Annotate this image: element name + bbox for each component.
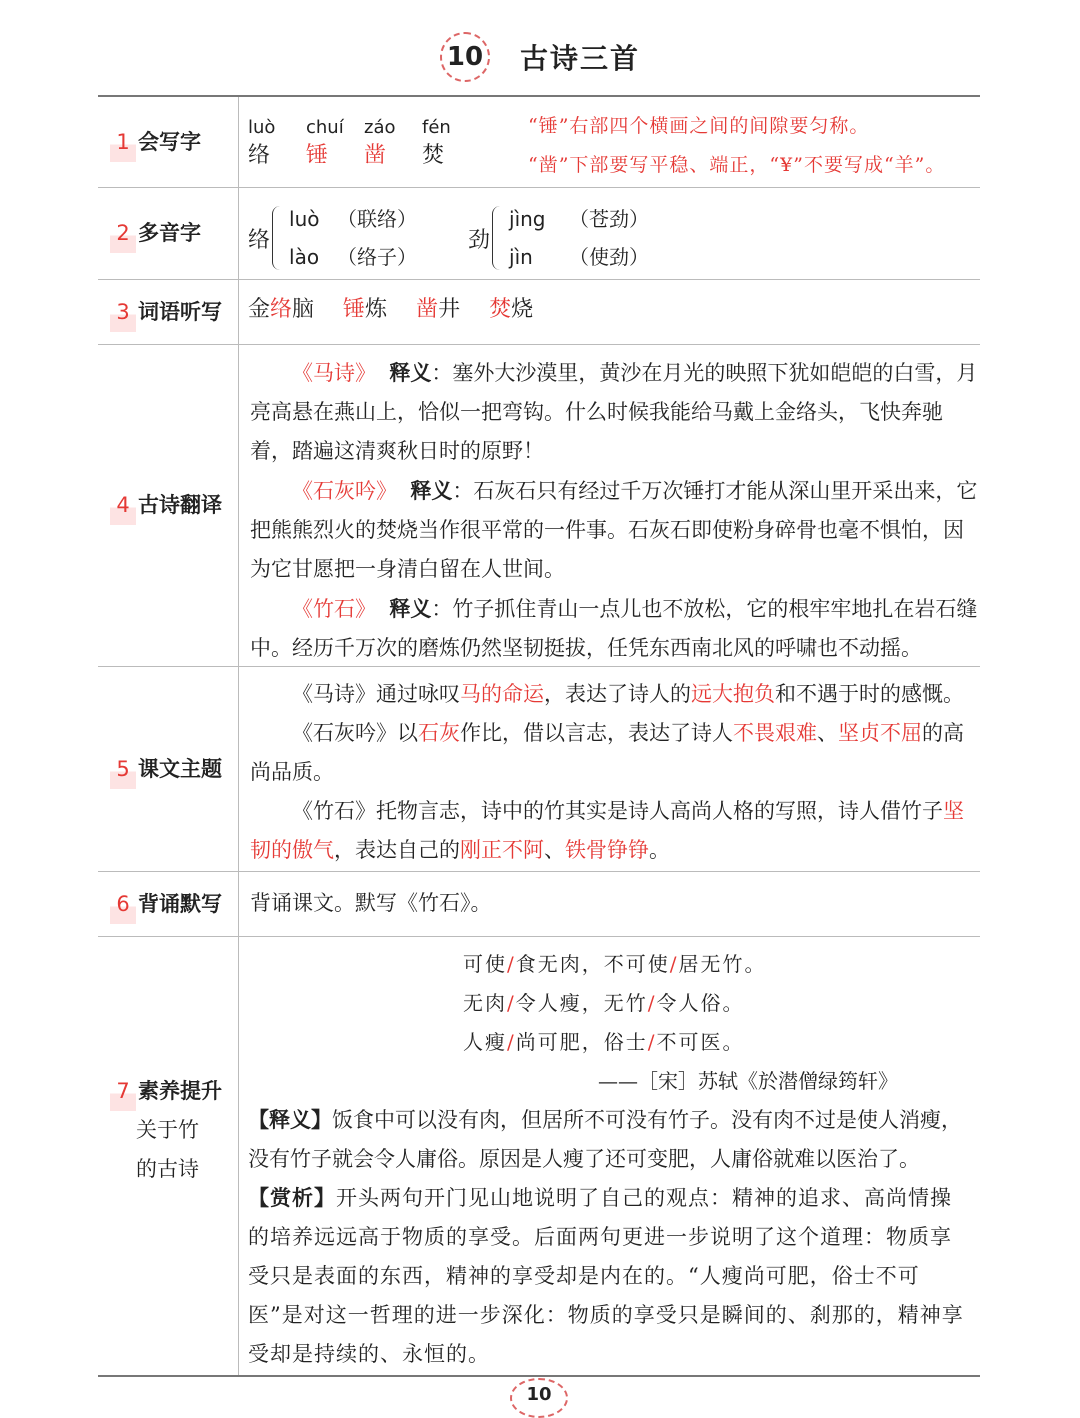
poly-char: 络: [248, 227, 271, 253]
translation-paragraph: 《马诗》 释义：塞外大沙漠里，黄沙在月光的映照下犹如皑皑的白雪，月亮高悬在燕山上，恰似一把弯钩。什么时候我能给马戴上金络头，飞快奔驰着，踏遍这清爽秋日时的原野！: [250, 360, 978, 463]
translation-paragraph: 《石灰吟》 释义：石灰石只有经过千万次锤打才能从深山里开采出来，它把熊熊烈火的焚烧当作很平常的一件事。石灰石即使粉身碎骨也毫不惧怕，因为它甘愿把一身清白留在人世间。: [250, 478, 978, 581]
row-number: 1: [110, 123, 136, 162]
writing-notes: [528, 107, 945, 185]
poem-explanation: [248, 1101, 970, 1374]
row-label: 素养提升: [138, 1078, 222, 1103]
poem-line: 人瘦/尚可肥，俗士/不可医。: [463, 1030, 745, 1054]
reading-word: （使劲）: [569, 245, 650, 269]
write-chars-block: [248, 115, 480, 171]
poem: [463, 945, 767, 1062]
poem-source: ——［宋］苏轼《於潜僧绿筠轩》: [598, 1069, 898, 1093]
row-label: 古诗翻译: [138, 493, 222, 517]
theme-paragraph: 《石灰吟》以石灰作比，借以言志，表达了诗人不畏艰难、坚贞不屈的高尚品质。: [250, 721, 964, 784]
row-dictation: [98, 280, 980, 345]
row-label: 会写字: [138, 129, 201, 154]
pinyin: záo: [364, 117, 396, 138]
pinyin: luò: [248, 117, 276, 138]
page-number: 10: [510, 1378, 568, 1418]
brace: [272, 206, 283, 270]
reading-pinyin: lào: [289, 245, 320, 269]
poem-appreciation: 【赏析】开头两句开门见山地说明了自己的观点：精神的追求、高尚情操的培养远远高于物质的享受。后面两句更进一步说明了这个道理：物质享受只是表面的东西，精神的享受却是内在的。“人瘦尚可肥，俗士不可医”是对这一哲理的进一步深化：物质的享受只是瞬间的、刹那的，精神享受却是持续的、永恒的。: [248, 1186, 964, 1366]
polyphone-item: [248, 200, 417, 276]
row-label: 多音字: [138, 221, 201, 245]
row-number: 6: [110, 885, 136, 924]
word: 焚烧: [489, 297, 534, 322]
char: 焚: [422, 143, 445, 168]
row-polyphone: [98, 188, 980, 280]
row-number: 3: [110, 293, 136, 332]
row-sublabel: 关于竹: [136, 1117, 199, 1142]
pinyin: chuí: [306, 117, 344, 138]
char: 络: [248, 143, 271, 168]
reading-pinyin: jìng: [509, 207, 546, 231]
study-table: [98, 95, 980, 1377]
reading-word: （苍劲）: [569, 207, 650, 231]
lesson-title: 古诗三首: [519, 42, 640, 75]
row-translation: [98, 345, 980, 667]
theme-content: [239, 667, 980, 871]
reading-word: （络子）: [337, 245, 418, 269]
row-extension: [98, 937, 980, 1375]
reading-pinyin: luò: [289, 207, 320, 231]
note: “锤”右部四个横画之间的间隙要匀称。: [528, 115, 870, 137]
polyphone-item: [468, 200, 649, 276]
word: 凿井: [416, 297, 461, 322]
word: 金络脑: [248, 297, 315, 322]
row-recite: [98, 872, 980, 937]
row-label: 背诵默写: [138, 891, 222, 916]
row-number: 5: [110, 750, 136, 789]
row-sublabel: 的古诗: [136, 1156, 199, 1181]
theme-paragraph: 《竹石》托物言志，诗中的竹其实是诗人高尚人格的写照，诗人借竹子坚韧的傲气，表达自己的刚正不阿、铁骨铮铮。: [250, 799, 964, 862]
row-label: 词语听写: [138, 299, 222, 324]
poem-line: 无肉/令人瘦，无竹/令人俗。: [463, 991, 745, 1015]
pinyin: fén: [422, 117, 451, 138]
dictation-words: [248, 292, 555, 323]
row-label: 课文主题: [138, 756, 222, 781]
recite-content: 背诵课文。默写《竹石》。: [250, 891, 492, 915]
translation-paragraph: 《竹石》 释义：竹子抓住青山一点儿也不放松，它的根牢牢地扎在岩石缝中。经历千万次的磨炼仍然坚韧挺拔，任凭东西南北风的呼啸也不动摇。: [250, 596, 978, 660]
row-number: 7: [110, 1072, 136, 1111]
char: 锤: [306, 143, 329, 168]
reading-pinyin: jìn: [509, 245, 533, 269]
lesson-header: [0, 32, 1080, 82]
row-number: 2: [110, 214, 136, 253]
row-write-chars: [98, 97, 980, 188]
lesson-number-badge: 10: [440, 32, 490, 82]
brace: [492, 206, 503, 270]
reading-word: （联络）: [337, 207, 418, 231]
char: 凿: [364, 143, 387, 168]
row-number: 4: [110, 486, 136, 525]
poem-line: 可使/食无肉，不可使/居无竹。: [463, 952, 767, 976]
translation-content: [239, 345, 980, 666]
word: 锤炼: [343, 297, 388, 322]
note: “凿”下部要写平稳、端正，“¥”不要写成“羊”。: [528, 154, 946, 176]
theme-paragraph: 《马诗》通过咏叹马的命运，表达了诗人的远大抱负和不遇于时的感慨。: [292, 682, 964, 706]
poem-meaning: 【释义】饭食中可以没有肉，但居所不可没有竹子。没有肉不过是使人消瘦，没有竹子就会令人庸俗。原因是人瘦了还可变肥，人庸俗就难以医治了。: [248, 1108, 962, 1171]
poly-char: 劲: [468, 227, 491, 253]
row-theme: [98, 667, 980, 872]
